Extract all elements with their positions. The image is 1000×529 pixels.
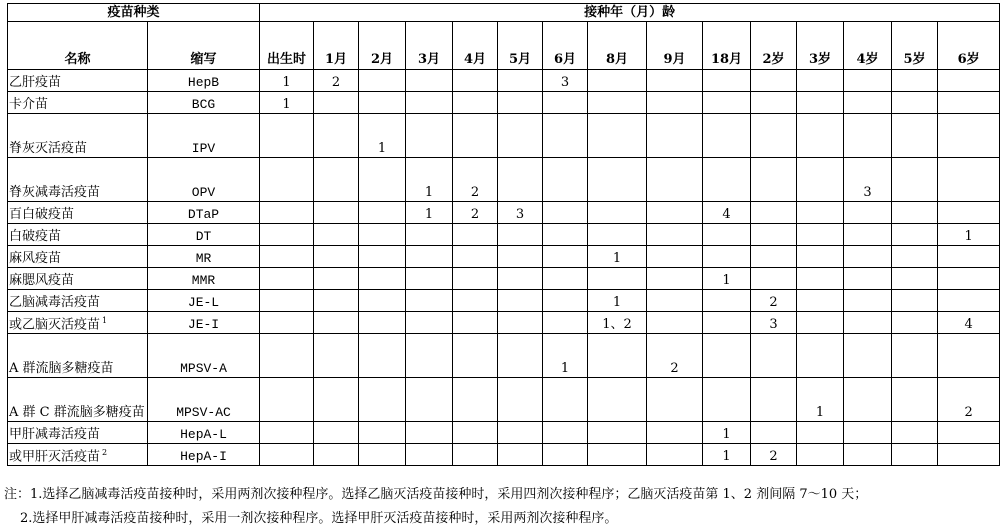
dose-cell xyxy=(797,70,844,92)
dose-cell xyxy=(844,224,892,246)
dose-cell xyxy=(498,444,543,466)
dose-cell xyxy=(406,290,453,312)
dose-cell xyxy=(797,268,844,290)
dose-cell xyxy=(844,114,892,158)
vaccine-name: A 群 C 群流脑多糖疫苗 xyxy=(9,405,145,420)
dose-cell xyxy=(844,246,892,268)
dose-cell xyxy=(359,92,406,114)
table-row xyxy=(8,290,1000,312)
vaccine-name: 脊灰减毒活疫苗 xyxy=(9,185,101,200)
age-column-header: 5岁 xyxy=(892,22,938,70)
dose-cell: 1 xyxy=(588,290,647,312)
dose-cell xyxy=(647,290,703,312)
vaccine-name-cell xyxy=(8,268,148,290)
vaccination-schedule-table xyxy=(7,3,1000,466)
dose-cell xyxy=(938,92,1000,114)
dose-cell xyxy=(647,268,703,290)
dose-cell xyxy=(588,378,647,422)
dose-cell xyxy=(498,312,543,334)
dose-cell xyxy=(751,422,797,444)
dose-cell xyxy=(938,444,1000,466)
dose-cell xyxy=(453,444,498,466)
dose-cell xyxy=(892,246,938,268)
dose-cell xyxy=(359,422,406,444)
age-column-header: 4月 xyxy=(453,22,498,70)
dose-cell xyxy=(453,92,498,114)
dose-cell: 1 xyxy=(588,246,647,268)
vaccine-name: 乙肝疫苗 xyxy=(9,75,62,90)
dose-cell xyxy=(844,444,892,466)
dose-cell xyxy=(588,268,647,290)
dose-cell: 3 xyxy=(543,70,588,92)
dose-cell: 2 xyxy=(453,158,498,202)
dose-cell xyxy=(543,422,588,444)
dose-cell xyxy=(543,92,588,114)
vaccine-abbr-cell: HepA-L xyxy=(148,422,260,444)
name-column-header: 名称 xyxy=(8,22,148,70)
dose-cell xyxy=(797,202,844,224)
dose-cell xyxy=(751,268,797,290)
dose-cell xyxy=(938,114,1000,158)
age-group-header: 接种年（月）龄 xyxy=(260,4,1000,22)
dose-cell xyxy=(406,268,453,290)
dose-cell xyxy=(797,246,844,268)
dose-cell xyxy=(498,246,543,268)
dose-cell xyxy=(543,290,588,312)
dose-cell xyxy=(844,202,892,224)
dose-cell xyxy=(844,290,892,312)
dose-cell xyxy=(314,422,359,444)
dose-cell xyxy=(647,378,703,422)
vaccine-abbr-cell: DT xyxy=(148,224,260,246)
dose-cell xyxy=(260,224,314,246)
dose-cell xyxy=(938,268,1000,290)
dose-cell xyxy=(703,378,751,422)
dose-cell xyxy=(406,92,453,114)
vaccine-abbr-cell: MMR xyxy=(148,268,260,290)
dose-cell xyxy=(751,70,797,92)
dose-cell xyxy=(938,246,1000,268)
dose-cell xyxy=(543,378,588,422)
dose-cell xyxy=(751,378,797,422)
vaccine-name-cell xyxy=(8,158,148,202)
dose-cell: 1 xyxy=(406,158,453,202)
age-column-header: 3月 xyxy=(406,22,453,70)
dose-cell xyxy=(498,290,543,312)
vaccine-abbr-cell: IPV xyxy=(148,114,260,158)
dose-cell xyxy=(703,334,751,378)
dose-cell xyxy=(647,422,703,444)
dose-cell: 1 xyxy=(703,268,751,290)
dose-cell: 1 xyxy=(703,444,751,466)
age-column-header: 1月 xyxy=(314,22,359,70)
dose-cell: 3 xyxy=(498,202,543,224)
dose-cell xyxy=(498,334,543,378)
dose-cell xyxy=(892,114,938,158)
dose-cell xyxy=(406,334,453,378)
dose-cell xyxy=(406,224,453,246)
dose-cell xyxy=(892,422,938,444)
dose-cell xyxy=(453,70,498,92)
dose-cell xyxy=(453,268,498,290)
dose-cell xyxy=(314,378,359,422)
table-row xyxy=(8,378,1000,422)
vaccine-name: 麻腮风疫苗 xyxy=(9,273,75,288)
dose-cell xyxy=(844,268,892,290)
footnote-2: 2.选择甲肝减毒活疫苗接种时，采用一剂次接种程序。选择甲肝灭活疫苗接种时，采用两剂次接种程序。 xyxy=(20,511,618,526)
vaccine-abbr-cell: MPSV-AC xyxy=(148,378,260,422)
dose-cell: 1 xyxy=(797,378,844,422)
dose-cell xyxy=(938,334,1000,378)
age-column-header: 8月 xyxy=(588,22,647,70)
vaccine-abbr-cell: MPSV-A xyxy=(148,334,260,378)
dose-cell xyxy=(260,312,314,334)
footnote-marker: 1 xyxy=(102,315,108,325)
dose-cell xyxy=(844,378,892,422)
dose-cell xyxy=(543,246,588,268)
table-row xyxy=(8,70,1000,92)
dose-cell xyxy=(892,312,938,334)
dose-cell xyxy=(314,224,359,246)
dose-cell: 4 xyxy=(938,312,1000,334)
footnote-1: 注：1.选择乙脑减毒活疫苗接种时，采用两剂次接种程序。选择乙脑灭活疫苗接种时，采用四剂次接种程序；乙脑灭活疫苗第 1、2 剂间隔 7～10 天； xyxy=(4,487,868,502)
dose-cell xyxy=(314,312,359,334)
age-column-header: 2岁 xyxy=(751,22,797,70)
vaccine-abbr-cell: HepA-I xyxy=(148,444,260,466)
vaccine-name: 或乙脑灭活疫苗 xyxy=(9,317,101,332)
dose-cell xyxy=(543,444,588,466)
vaccine-name-cell xyxy=(8,378,148,422)
sub-header-row xyxy=(8,22,1000,70)
dose-cell: 2 xyxy=(751,444,797,466)
dose-cell xyxy=(406,312,453,334)
vaccine-name-cell xyxy=(8,444,148,466)
dose-cell xyxy=(314,246,359,268)
vaccine-name: 卡介苗 xyxy=(9,97,49,112)
dose-cell xyxy=(844,312,892,334)
dose-cell: 1 xyxy=(543,334,588,378)
dose-cell xyxy=(498,158,543,202)
vaccine-name: 或甲肝灭活疫苗 xyxy=(9,449,101,464)
dose-cell xyxy=(359,268,406,290)
table-row xyxy=(8,334,1000,378)
dose-cell xyxy=(588,92,647,114)
vaccine-name-cell xyxy=(8,202,148,224)
dose-cell xyxy=(797,114,844,158)
age-column-header: 4岁 xyxy=(844,22,892,70)
vaccine-name-cell xyxy=(8,114,148,158)
vaccine-name: 乙脑减毒活疫苗 xyxy=(9,295,101,310)
dose-cell xyxy=(260,158,314,202)
dose-cell xyxy=(647,246,703,268)
dose-cell xyxy=(647,202,703,224)
table-row xyxy=(8,224,1000,246)
dose-cell xyxy=(703,246,751,268)
age-column-header: 6月 xyxy=(543,22,588,70)
dose-cell xyxy=(703,158,751,202)
vaccine-name: 百白破疫苗 xyxy=(9,207,75,222)
vaccine-name-cell xyxy=(8,70,148,92)
dose-cell xyxy=(260,202,314,224)
dose-cell xyxy=(703,114,751,158)
table-row xyxy=(8,202,1000,224)
dose-cell: 3 xyxy=(751,312,797,334)
dose-cell: 2 xyxy=(647,334,703,378)
dose-cell xyxy=(453,378,498,422)
dose-cell xyxy=(588,444,647,466)
dose-cell xyxy=(314,158,359,202)
dose-cell xyxy=(588,334,647,378)
vaccine-name-cell xyxy=(8,246,148,268)
age-column-header: 出生时 xyxy=(260,22,314,70)
age-column-header: 3岁 xyxy=(797,22,844,70)
vaccine-abbr-cell: OPV xyxy=(148,158,260,202)
dose-cell xyxy=(314,202,359,224)
dose-cell xyxy=(797,224,844,246)
dose-cell xyxy=(647,70,703,92)
dose-cell xyxy=(498,224,543,246)
dose-cell xyxy=(359,70,406,92)
table-row xyxy=(8,114,1000,158)
dose-cell xyxy=(260,290,314,312)
dose-cell: 2 xyxy=(453,202,498,224)
vaccine-abbr-cell: BCG xyxy=(148,92,260,114)
dose-cell xyxy=(406,378,453,422)
dose-cell xyxy=(314,290,359,312)
dose-cell xyxy=(406,246,453,268)
age-column-header: 5月 xyxy=(498,22,543,70)
dose-cell xyxy=(647,114,703,158)
dose-cell xyxy=(260,268,314,290)
dose-cell xyxy=(314,334,359,378)
dose-cell xyxy=(892,202,938,224)
dose-cell xyxy=(543,202,588,224)
vaccine-name-cell xyxy=(8,92,148,114)
dose-cell xyxy=(797,290,844,312)
dose-cell xyxy=(453,246,498,268)
dose-cell: 1 xyxy=(406,202,453,224)
dose-cell xyxy=(588,422,647,444)
dose-cell xyxy=(498,378,543,422)
dose-cell: 2 xyxy=(938,378,1000,422)
group-header-row xyxy=(8,4,1000,22)
vaccine-name: 麻风疫苗 xyxy=(9,251,62,266)
table-row xyxy=(8,92,1000,114)
dose-cell xyxy=(647,312,703,334)
dose-cell xyxy=(892,70,938,92)
dose-cell xyxy=(588,158,647,202)
dose-cell xyxy=(938,202,1000,224)
dose-cell xyxy=(314,268,359,290)
dose-cell xyxy=(647,224,703,246)
dose-cell xyxy=(588,202,647,224)
abbr-column-header: 缩写 xyxy=(148,22,260,70)
dose-cell xyxy=(647,92,703,114)
dose-cell xyxy=(543,224,588,246)
dose-cell xyxy=(359,290,406,312)
dose-cell xyxy=(543,268,588,290)
dose-cell xyxy=(359,444,406,466)
dose-cell: 1、2 xyxy=(588,312,647,334)
dose-cell: 2 xyxy=(314,70,359,92)
dose-cell xyxy=(260,334,314,378)
dose-cell xyxy=(892,290,938,312)
vaccine-type-group-header: 疫苗种类 xyxy=(8,4,260,22)
dose-cell xyxy=(751,92,797,114)
dose-cell xyxy=(844,334,892,378)
dose-cell xyxy=(751,202,797,224)
table-row xyxy=(8,158,1000,202)
vaccine-name-cell xyxy=(8,290,148,312)
dose-cell xyxy=(892,378,938,422)
dose-cell xyxy=(751,334,797,378)
dose-cell xyxy=(938,70,1000,92)
dose-cell xyxy=(498,422,543,444)
dose-cell xyxy=(938,290,1000,312)
age-column-header: 9月 xyxy=(647,22,703,70)
dose-cell xyxy=(453,224,498,246)
dose-cell: 3 xyxy=(844,158,892,202)
table-row xyxy=(8,312,1000,334)
dose-cell xyxy=(844,92,892,114)
dose-cell xyxy=(498,268,543,290)
dose-cell xyxy=(703,70,751,92)
age-column-header: 6岁 xyxy=(938,22,1000,70)
vaccine-abbr-cell: JE-I xyxy=(148,312,260,334)
dose-cell: 1 xyxy=(260,92,314,114)
dose-cell xyxy=(543,312,588,334)
dose-cell xyxy=(453,334,498,378)
dose-cell xyxy=(543,158,588,202)
dose-cell: 1 xyxy=(703,422,751,444)
dose-cell xyxy=(359,158,406,202)
vaccine-name-cell xyxy=(8,422,148,444)
dose-cell xyxy=(797,158,844,202)
dose-cell xyxy=(751,224,797,246)
dose-cell xyxy=(498,70,543,92)
dose-cell xyxy=(751,114,797,158)
vaccine-abbr-cell: DTaP xyxy=(148,202,260,224)
dose-cell xyxy=(588,70,647,92)
dose-cell xyxy=(406,114,453,158)
dose-cell xyxy=(260,444,314,466)
dose-cell xyxy=(892,92,938,114)
dose-cell xyxy=(359,246,406,268)
dose-cell xyxy=(797,312,844,334)
dose-cell xyxy=(892,334,938,378)
table-row xyxy=(8,444,1000,466)
dose-cell: 4 xyxy=(703,202,751,224)
dose-cell xyxy=(703,312,751,334)
dose-cell: 2 xyxy=(751,290,797,312)
dose-cell xyxy=(892,158,938,202)
dose-cell xyxy=(406,444,453,466)
table-row xyxy=(8,422,1000,444)
dose-cell xyxy=(703,290,751,312)
dose-cell xyxy=(703,92,751,114)
dose-cell xyxy=(498,114,543,158)
vaccine-abbr-cell: MR xyxy=(148,246,260,268)
dose-cell xyxy=(844,422,892,444)
dose-cell xyxy=(647,158,703,202)
vaccine-name-cell xyxy=(8,312,148,334)
age-column-header: 2月 xyxy=(359,22,406,70)
dose-cell: 1 xyxy=(359,114,406,158)
dose-cell xyxy=(588,224,647,246)
dose-cell xyxy=(359,202,406,224)
dose-cell xyxy=(406,70,453,92)
dose-cell xyxy=(314,114,359,158)
dose-cell xyxy=(892,268,938,290)
vaccine-name: A 群流脑多糖疫苗 xyxy=(9,361,114,376)
vaccine-name: 白破疫苗 xyxy=(9,229,62,244)
dose-cell xyxy=(751,158,797,202)
dose-cell xyxy=(647,444,703,466)
vaccine-name-cell xyxy=(8,334,148,378)
dose-cell xyxy=(938,422,1000,444)
dose-cell xyxy=(260,422,314,444)
dose-cell xyxy=(359,334,406,378)
vaccine-name: 甲肝减毒活疫苗 xyxy=(9,427,101,442)
dose-cell xyxy=(453,422,498,444)
dose-cell xyxy=(588,114,647,158)
dose-cell xyxy=(453,290,498,312)
dose-cell xyxy=(260,114,314,158)
vaccine-abbr-cell: HepB xyxy=(148,70,260,92)
dose-cell xyxy=(797,92,844,114)
dose-cell xyxy=(892,444,938,466)
dose-cell xyxy=(797,422,844,444)
dose-cell xyxy=(406,422,453,444)
dose-cell: 1 xyxy=(938,224,1000,246)
dose-cell xyxy=(314,92,359,114)
dose-cell xyxy=(359,224,406,246)
age-column-header: 18月 xyxy=(703,22,751,70)
dose-cell xyxy=(260,378,314,422)
dose-cell: 1 xyxy=(260,70,314,92)
dose-cell xyxy=(453,312,498,334)
dose-cell xyxy=(453,114,498,158)
dose-cell xyxy=(314,444,359,466)
dose-cell xyxy=(844,70,892,92)
dose-cell xyxy=(703,224,751,246)
vaccine-name-cell xyxy=(8,224,148,246)
vaccine-abbr-cell: JE-L xyxy=(148,290,260,312)
dose-cell xyxy=(359,378,406,422)
dose-cell xyxy=(359,312,406,334)
dose-cell xyxy=(892,224,938,246)
table-row xyxy=(8,268,1000,290)
dose-cell xyxy=(938,158,1000,202)
footnote-marker: 2 xyxy=(102,447,108,457)
dose-cell xyxy=(751,246,797,268)
dose-cell xyxy=(797,444,844,466)
vaccine-name: 脊灰灭活疫苗 xyxy=(9,141,88,156)
dose-cell xyxy=(543,114,588,158)
table-row xyxy=(8,246,1000,268)
dose-cell xyxy=(797,334,844,378)
dose-cell xyxy=(260,246,314,268)
dose-cell xyxy=(498,92,543,114)
